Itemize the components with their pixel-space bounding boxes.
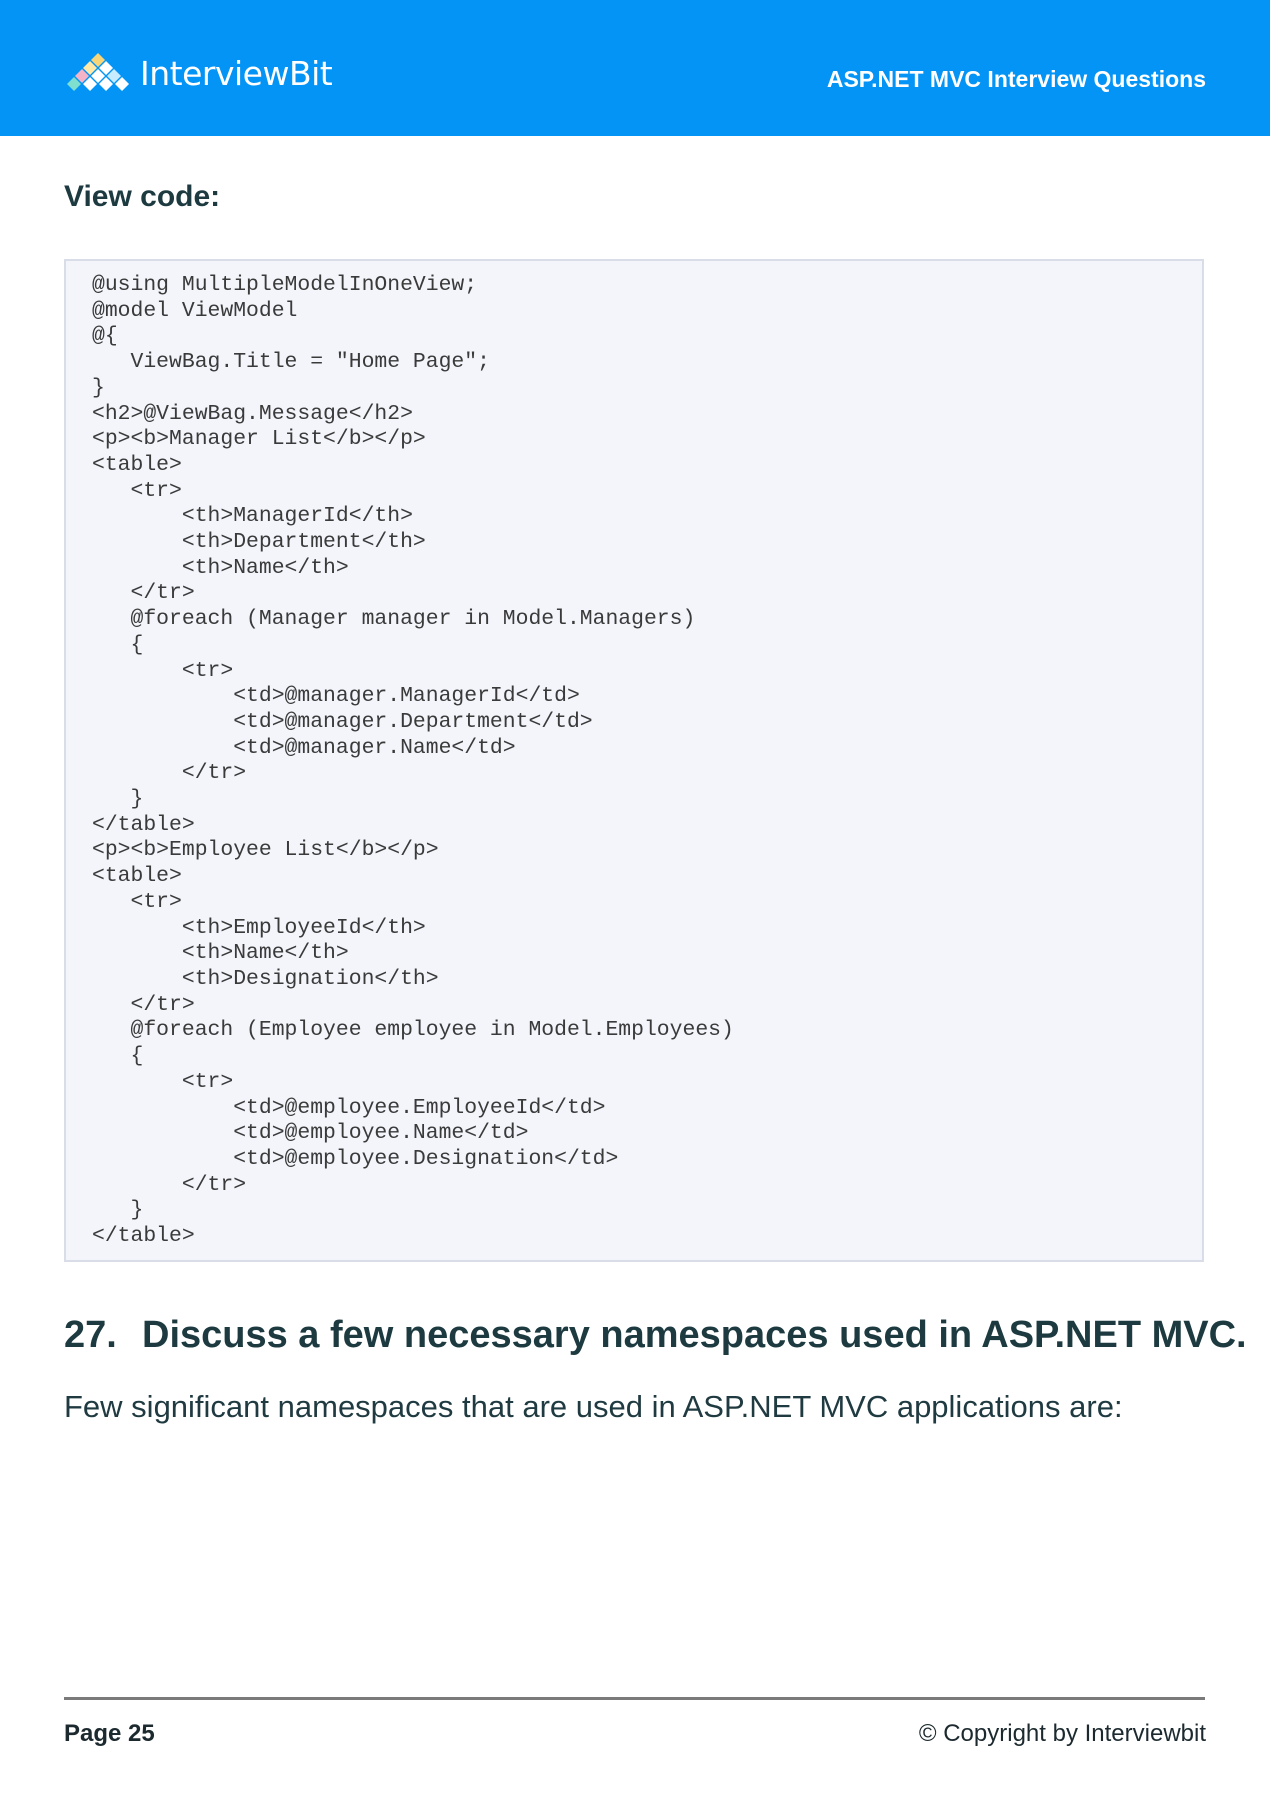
- footer-divider: [64, 1697, 1205, 1700]
- view-code-label: View code:: [64, 180, 221, 213]
- copyright-notice: © Copyright by Interviewbit: [918, 1720, 1206, 1747]
- document-title: ASP.NET MVC Interview Questions: [826, 66, 1206, 92]
- section-paragraph: Few significant namespaces that are used in ASP.NET MVC applications are:: [64, 1389, 1123, 1424]
- section-title: Discuss a few necessary namespaces used in ASP.NET MVC.: [142, 1314, 1247, 1356]
- code-content: @using MultipleModelInOneView; @model ViewModel @{ ViewBag.Title = "Home Page"; } <h2>@ViewBag.Message</h2> <p><b>Manager List</b></p> <table> <tr> <th>ManagerId</th> <th>Department</th> <th>Name</th> </tr> @foreach (Manager manager in Model.Managers) { <tr> <td>@manager.ManagerId</td> <td>@manager.Department</td> <td>@manager.Name</td> </tr> } </table> <p><b>Employee List</b></p> <table> <tr> <th>EmployeeId</th> <th>Name</th> <th>Designation</th> </tr> @foreach (Employee employee in Model.Employees) { <tr> <td>@employee.EmployeeId</td> <td>@employee.Name</td> <td>@employee.Designation</td> </tr> } </table>: [92, 273, 734, 1249]
- section-heading: [64, 1314, 1247, 1357]
- code-block: [64, 259, 1204, 1262]
- page-number: Page 25: [64, 1720, 155, 1747]
- interviewbit-diamond-logo-icon: [64, 51, 132, 95]
- section-number: 27.: [64, 1314, 117, 1356]
- interviewbit-logo[interactable]: [64, 48, 332, 98]
- logo-text: InterviewBit: [140, 53, 333, 93]
- page-header: [0, 0, 1270, 136]
